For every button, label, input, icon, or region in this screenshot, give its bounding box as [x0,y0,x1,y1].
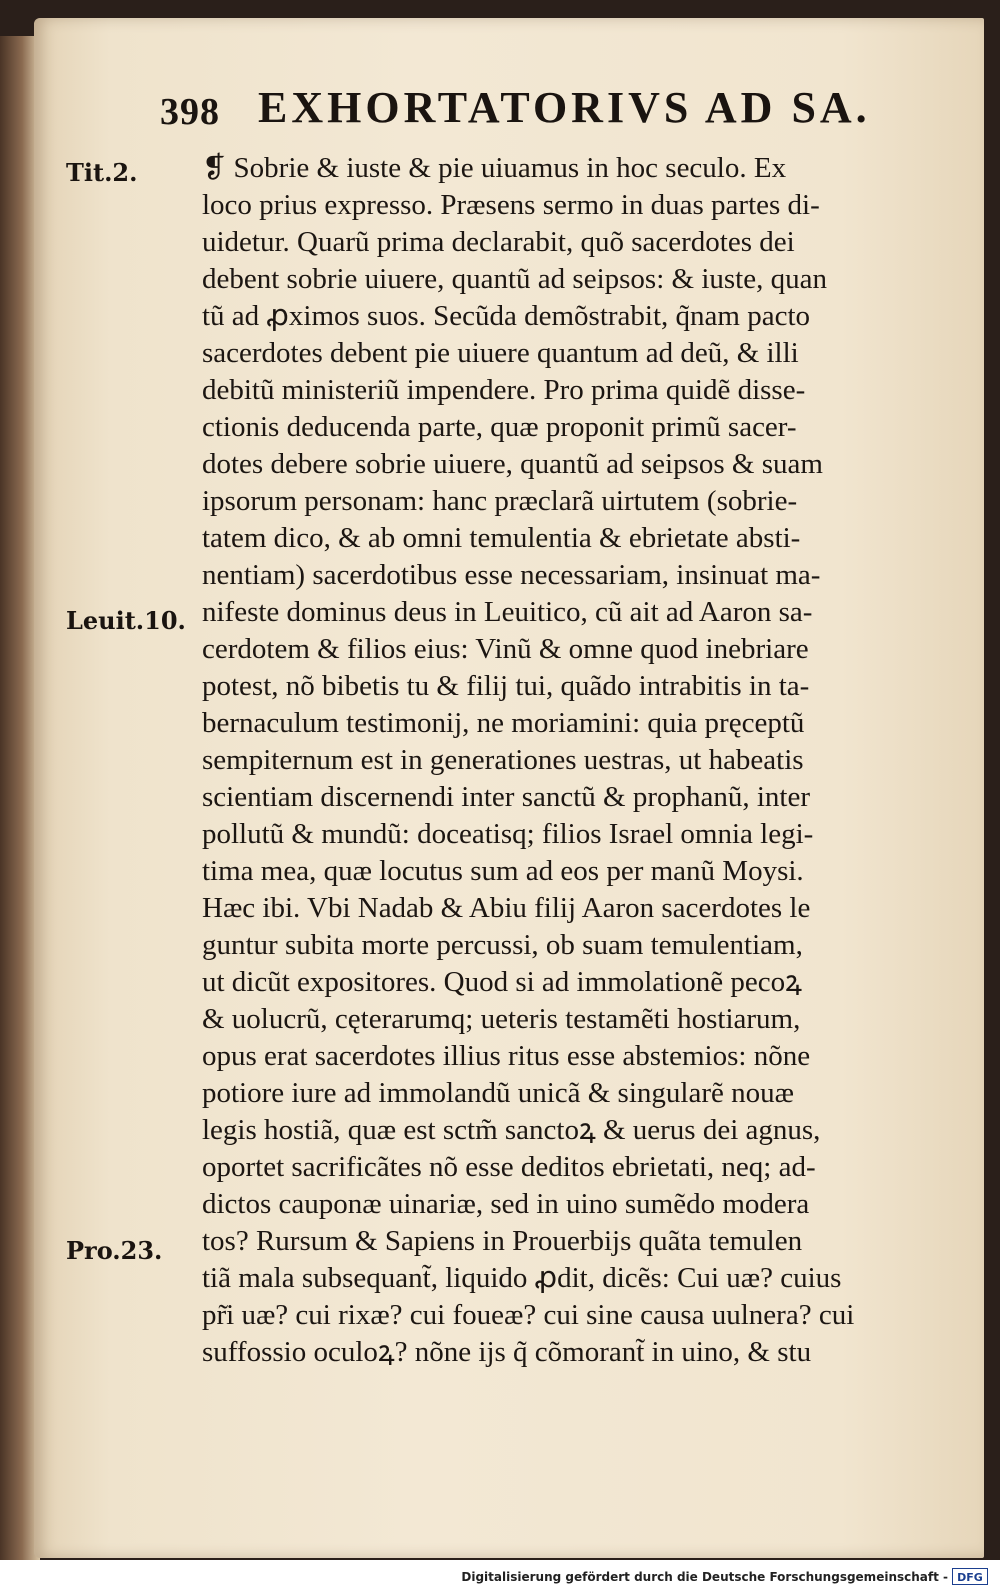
margin-note-proverbs: Pro.23. [66,1236,163,1265]
text-line: oportet sacrificãtes nõ esse deditos ebrietati, neq; ad- [202,1151,816,1183]
text-line: ipsorum personam: hanc præclarã uirtutem (sobrie- [202,485,798,517]
dfg-logo: DFG [952,1568,988,1585]
text-line: scientiam discernendi inter sanctũ & prophanũ, inter [202,781,811,813]
text-line: cerdotem & filios eius: Vinũ & omne quod inebriare [202,633,809,665]
text-line: Hæc ibi. Vbi Nadab & Abiu filij Aaron sacerdotes le [202,892,811,924]
text-line: bernaculum testimonij, ne moriamini: quia pręceptũ [202,707,805,739]
running-head-title: EXHORTATORIVS AD SA. [258,83,871,132]
text-line: ut dicũt expositores. Quod si ad immolationẽ pecoꝝ [202,966,802,998]
text-line: ctionis deducenda parte, quæ proponit primũ sacer- [202,411,797,443]
text-line: dotes debere sobrie uiuere, quantũ ad seipsos & suam [202,448,823,480]
text-line: loco prius expresso. Præsens sermo in duas partes di- [202,189,820,221]
text-line: & uolucrũ, cęterarumq; ueteris testamẽti hostiarum, [202,1003,801,1035]
text-line: dictos cauponæ uinariæ, sed in uino sumẽdo modera [202,1188,810,1220]
page-number: 398 [160,91,220,133]
text-line: suffossio oculoꝝ? nõne ijs q̃ cõmorant̃ in uino, & stu [202,1336,812,1368]
text-line: potiore iure ad immolandũ unicã & singularẽ nouæ [202,1077,794,1109]
margin-note-titus: Tit.2. [66,158,138,187]
text-line: guntur subita morte percussi, ob suam temulentiam, [202,929,803,961]
text-line: uidetur. Quarũ prima declarabit, quõ sacerdotes dei [202,226,795,258]
body-text [202,150,934,1371]
text-line: legis hostiã, quæ est sctm̃ sanctoꝝ & uerus dei agnus, [202,1114,821,1146]
text-line: tos? Rursum & Sapiens in Prouerbijs quãta temulen [202,1225,803,1257]
text-line: tiã mala subsequant̃, liquido ꝓdit, dicẽs: Cui uæ? cuius [202,1262,842,1294]
text-line: sacerdotes debent pie uiuere quantum ad deũ, & illi [202,337,799,369]
text-line: nifeste dominus deus in Leuitico, cũ ait ad Aaron sa- [202,596,813,628]
text-line: tima mea, quæ locutus sum ad eos per manũ Moysi. [202,855,804,887]
text-line: potest, nõ bibetis tu & filij tui, quãdo intrabitis in ta- [202,670,810,702]
funding-credit: Digitalisierung gefördert durch die Deutsche Forschungsgemeinschaft - [461,1570,948,1584]
footer-bar [0,1560,1000,1593]
text-line: tũ ad ꝓximos suos. Secũda demõstrabit, q̃nam pacto [202,300,810,332]
text-line: debitũ ministeriũ impendere. Pro prima quidẽ disse- [202,374,806,406]
text-line: debent sobrie uiuere, quantũ ad seipsos: & iuste, quan [202,263,827,295]
text-line: nentiam) sacerdotibus esse necessariam, insinuat ma- [202,559,821,591]
text-line: pr̃i uæ? cui rixæ? cui foueæ? cui sine causa uulnera? cui [202,1299,855,1331]
running-head [160,82,880,142]
text-line: sempiternum est in generationes uestras, ut habeatis [202,744,804,776]
text-line: tatem dico, & ab omni temulentia & ebrietate absti- [202,522,801,554]
text-line: opus erat sacerdotes illius ritus esse abstemios: nõne [202,1040,811,1072]
text-line: pollutũ & mundũ: doceatisq; filios Israel omnia legi- [202,818,814,850]
text-line: ❡ Sobrie & iuste & pie uiuamus in hoc seculo. Ex [202,152,787,184]
margin-note-leviticus: Leuit.10. [66,606,186,635]
